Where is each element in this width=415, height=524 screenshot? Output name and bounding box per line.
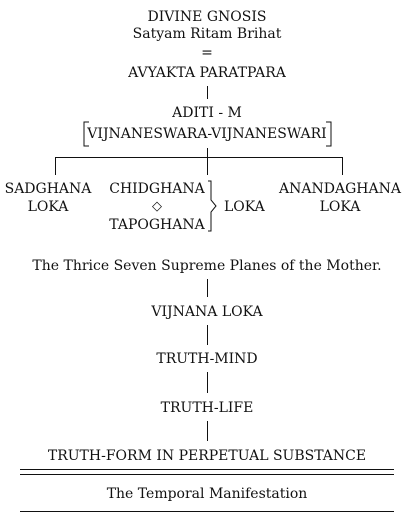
tapoghana-label: TAPOGHANA — [109, 217, 205, 233]
connector-line — [207, 148, 208, 157]
truth-form: TRUTH-FORM IN PERPETUAL SUBSTANCE — [47, 448, 367, 464]
branch-drop-right — [342, 157, 343, 175]
planes-caption: The Thrice Seven Supreme Planes of the Mother. — [32, 258, 382, 274]
double-rule-bottom — [20, 474, 394, 475]
sadghana-loka-label: LOKA — [27, 199, 69, 215]
satyam-ritam-brihat: Satyam Ritam Brihat — [132, 26, 282, 42]
connector-line — [207, 372, 208, 393]
connector-line — [207, 421, 208, 441]
branch-drop-middle — [207, 157, 208, 175]
chidghana-label: CHIDGHANA — [109, 181, 205, 197]
bottom-rule — [20, 511, 394, 512]
avyakta-paratpara: AVYAKTA PARATPARA — [128, 65, 286, 81]
temporal-manifestation: The Temporal Manifestation — [106, 486, 308, 502]
vijnaneswara-vijnaneswari: VIJNANESWARA-VIJNANESWARI — [87, 126, 327, 142]
anandaghana-label: ANANDAGHANA — [279, 181, 401, 197]
anandaghana-loka-label: LOKA — [319, 199, 361, 215]
truth-life: TRUTH-LIFE — [160, 400, 254, 416]
connector-line — [207, 279, 208, 297]
aditi-m: ADITI - M — [172, 105, 242, 121]
truth-mind: TRUTH-MIND — [156, 351, 258, 367]
branch-line — [55, 157, 343, 158]
vijnana-loka: VIJNANA LOKA — [151, 304, 263, 320]
middle-loka-label: LOKA — [224, 199, 265, 215]
equals-sign: = — [201, 45, 213, 61]
connector-line — [207, 325, 208, 345]
double-rule-top — [20, 469, 394, 470]
right-brace — [207, 180, 219, 232]
connector-line — [207, 86, 208, 99]
sadghana-label: SADGHANA — [4, 181, 92, 197]
divine-gnosis-title: DIVINE GNOSIS — [147, 9, 267, 25]
branch-drop-left — [55, 157, 56, 175]
diamond-icon: ◇ — [152, 199, 162, 214]
